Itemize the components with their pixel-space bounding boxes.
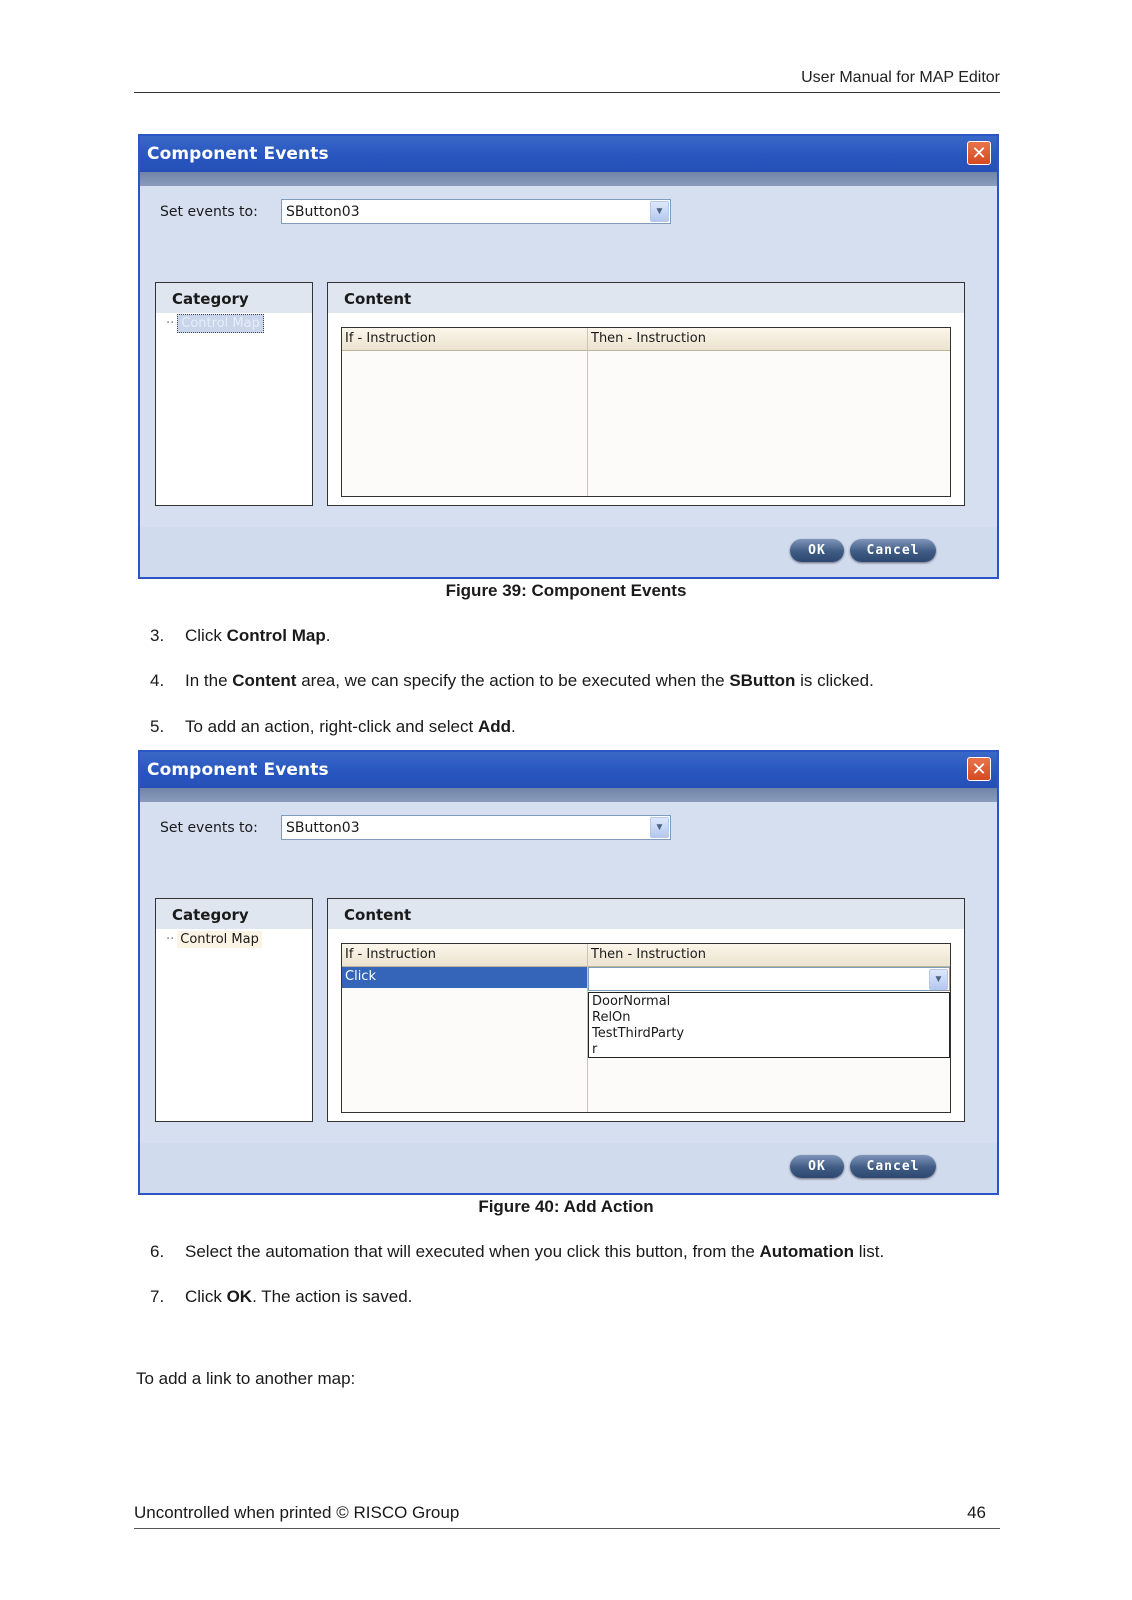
dropdown-option[interactable]: TestThirdParty — [592, 1026, 685, 1041]
tree-item-label: Control Map — [177, 931, 262, 948]
then-instruction-select[interactable] — [588, 967, 950, 991]
step-bold: OK — [226, 1287, 253, 1306]
set-events-value: SButton03 — [286, 820, 360, 836]
dialog-title: Component Events — [147, 760, 329, 780]
set-events-label: Set events to: — [160, 204, 258, 220]
step-bold: SButton — [729, 671, 796, 690]
content-header-label: Content — [344, 290, 412, 308]
step-bold: Control Map — [226, 626, 326, 645]
col-if-header[interactable]: If - Instruction — [345, 947, 436, 962]
category-header — [156, 283, 312, 313]
component-events-dialog — [138, 134, 999, 579]
dialog-footer — [140, 527, 997, 577]
step-number: 3. — [150, 626, 165, 645]
grid-header — [342, 944, 950, 967]
dialog-title: Component Events — [147, 144, 329, 164]
step-bold: Automation — [759, 1242, 854, 1261]
category-header — [156, 899, 312, 929]
automation-dropdown-list[interactable] — [588, 992, 950, 1058]
step-number: 4. — [150, 671, 165, 690]
content-panel — [327, 898, 965, 1122]
tree-item-control-map[interactable] — [166, 932, 262, 947]
body-paragraph: To add a link to another map: — [136, 1369, 356, 1388]
instruction-grid[interactable] — [341, 943, 951, 1113]
step-text: Select the automation that will executed when you click this button, from the — [185, 1242, 760, 1261]
step-text: area, we can specify the action to be executed when the — [296, 671, 730, 690]
step-text: . The action is saved. — [252, 1287, 413, 1306]
step-number: 6. — [150, 1242, 165, 1261]
dialog-subbar — [140, 788, 997, 802]
table-row[interactable] — [342, 967, 587, 988]
set-events-select[interactable] — [281, 199, 671, 224]
chevron-down-icon[interactable]: ▼ — [650, 817, 669, 838]
content-header-label: Content — [344, 906, 412, 924]
tree-line-icon: ·· — [166, 932, 175, 947]
figure-caption: Figure 39: Component Events — [445, 581, 687, 600]
column-divider — [587, 328, 588, 496]
chevron-down-icon[interactable]: ▼ — [650, 201, 669, 222]
content-header — [328, 899, 964, 929]
dialog-subbar — [140, 172, 997, 186]
page-header — [134, 66, 1000, 93]
list-item — [150, 717, 516, 737]
footer-copyright: Uncontrolled when printed © RISCO Group — [134, 1503, 460, 1522]
cancel-button[interactable]: Cancel — [850, 1155, 936, 1178]
set-events-label: Set events to: — [160, 820, 258, 836]
close-icon[interactable]: ✕ — [967, 141, 991, 165]
step-text: . — [325, 626, 331, 645]
set-events-select[interactable] — [281, 815, 671, 840]
col-then-header[interactable]: Then - Instruction — [591, 947, 706, 962]
step-text: Click — [185, 626, 227, 645]
dropdown-option[interactable]: RelOn — [592, 1010, 631, 1025]
step-text: Click — [185, 1287, 227, 1306]
dialog-footer — [140, 1143, 997, 1193]
step-number: 7. — [150, 1287, 165, 1306]
content-header — [328, 283, 964, 313]
tree-line-icon: ·· — [166, 316, 175, 331]
list-item — [150, 671, 874, 691]
tree-item-label: Control Map — [177, 314, 264, 333]
page-number: 46 — [967, 1503, 986, 1522]
category-header-label: Category — [172, 906, 249, 924]
step-text: is clicked. — [795, 671, 874, 690]
step-text: To add an action, right-click and select — [185, 717, 478, 736]
component-events-dialog — [138, 750, 999, 1195]
ok-button[interactable]: OK — [790, 1155, 844, 1178]
grid-header — [342, 328, 950, 351]
header-title: User Manual for MAP Editor — [801, 69, 1000, 86]
dialog-titlebar — [140, 136, 997, 172]
dialog-titlebar — [140, 752, 997, 788]
list-item — [150, 1242, 884, 1262]
set-events-value: SButton03 — [286, 204, 360, 220]
step-number: 5. — [150, 717, 165, 736]
step-text: In the — [185, 671, 233, 690]
close-icon[interactable]: ✕ — [967, 757, 991, 781]
category-panel — [155, 898, 313, 1122]
step-bold: Add — [477, 717, 511, 736]
tree-item-control-map[interactable] — [166, 316, 264, 331]
list-item — [150, 626, 330, 646]
page-footer — [134, 1500, 1000, 1529]
dropdown-option[interactable]: DoorNormal — [592, 994, 671, 1009]
col-if-header[interactable]: If - Instruction — [345, 331, 436, 346]
step-bold: Content — [232, 671, 297, 690]
category-panel — [155, 282, 313, 506]
content-panel — [327, 282, 965, 506]
instruction-grid[interactable] — [341, 327, 951, 497]
step-text: list. — [853, 1242, 885, 1261]
col-then-header[interactable]: Then - Instruction — [591, 331, 706, 346]
dropdown-option[interactable]: r — [592, 1042, 598, 1057]
list-item — [150, 1287, 412, 1307]
category-header-label: Category — [172, 290, 249, 308]
cancel-button[interactable]: Cancel — [850, 539, 936, 562]
figure-caption: Figure 40: Add Action — [478, 1197, 654, 1216]
step-text: . — [510, 717, 516, 736]
if-instruction-cell: Click — [345, 969, 376, 984]
ok-button[interactable]: OK — [790, 539, 844, 562]
chevron-down-icon[interactable]: ▼ — [929, 969, 948, 990]
